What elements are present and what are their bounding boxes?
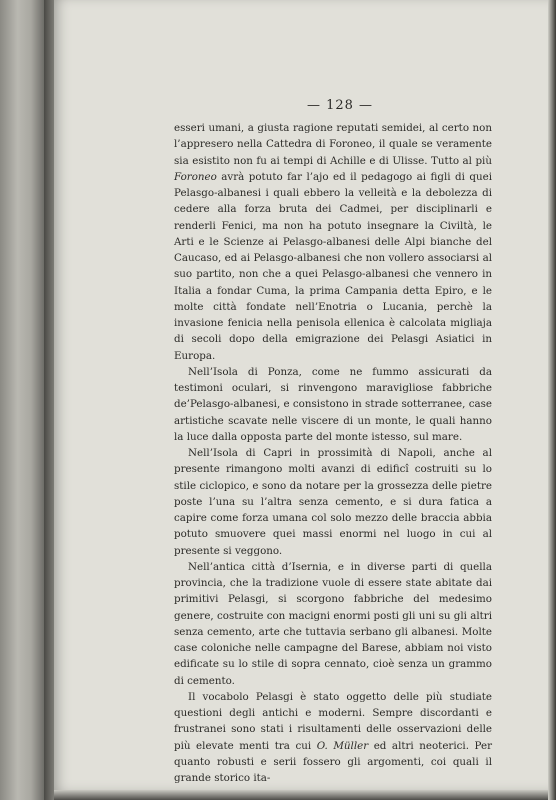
text-segment: Nell’antica città d’Isernia, e in diverse parti di quella provincia, che la tradizione vuole di essere state abitate dai primitivi Pelasgi, si scorgono fabbriche del medesimo genere, costruite con macigni enormi posti gli uni su gli altri senza cemento, arte che tuttavia serbano gli albanesi. Molte case coloniche nelle campagne del Barese, abbiam noi visto edificate su lo stile di sopra cennato, cioè senza un grammo di cemento. [174,560,492,687]
page-number: — 128 — [306,98,374,113]
text-segment: esseri umani, a giusta ragione reputati semidei, al certo non l’appresero nella Cattedra di Foroneo, il quale se veramente sia esistito non fu ai tempi di Achille e di Ulisse. Tutto al più [174,122,492,167]
facing-page-edge [0,0,44,800]
page-bottom-edge [54,790,548,800]
text-segment: ed altri neoterici. Per quanto robusti e serii fossero gli argomenti, coi quali il grande storico ita- [174,739,492,784]
paragraph-4 [174,559,492,689]
book-gutter [44,0,54,800]
italic-name-foroneo: Foroneo [174,170,217,183]
text-segment: Nell’Isola di Ponza, come ne fummo assicurati da testimoni oculari, si rinvengono maravigliose fabbriche de’Pelasgo-albanesi, e consistono in strade sotterranee, case artistiche scavate nelle viscere di un monte, le quali hanno la luce dalla opposta parte del monte istesso, sul mare. [174,365,492,443]
text-segment: Il vocabolo Pelasgi è stato oggetto delle più studiate questioni degli antichi e moderni. Sempre discordanti e frustranei sono stati i risultamenti delle osservazioni delle più elevate menti tra cui [174,690,492,752]
text-segment: avrà potuto far l’ajo ed il pedagogo ai figli di quei Pelasgo-albanesi i quali ebbero la velleità e la debolezza di cedere alla forza bruta dei Cadmei, per disciplinarli e renderli Fenici, ma non ha potuto insegnare la Civiltà, le Arti e le Scienze ai Pelasgo-albanesi delle Alpi bianche del Caucaso, ed ai Pelasgo-albanesi che non vollero associarsi al suo partito, non che a quei Pelasgo-albanesi che vennero in Italia a fondar Cuma, la prima Campania detta Epiro, e le molte città fondate nell’Enotria o Lucania, perchè la invasione fenicia nella penisola ellenica è calcolata migliaja di secoli dopo della emigrazione dei Pelasgi Asiatici in Europa. [174,170,492,362]
paragraph-5 [174,689,492,787]
italic-name-muller: O. Müller [316,739,369,752]
paragraph-1 [174,120,492,364]
page-right-edge [548,0,556,800]
text-segment: Nell’Isola di Capri in prossimità di Napoli, anche al presente rimangono molti avanzi di edificî costruiti su lo stile ciclopico, e sono da notare per la grossezza delle pietre poste l’una su l’altra senza cemento, e si dura fatica a capire come forza umana col solo mezzo delle braccia abbia potuto smuovere quei massi enormi nel luogo in cui al presente si veggono. [174,447,492,557]
paragraph-2 [174,364,492,445]
body-text [174,120,492,786]
paragraph-3 [174,445,492,559]
